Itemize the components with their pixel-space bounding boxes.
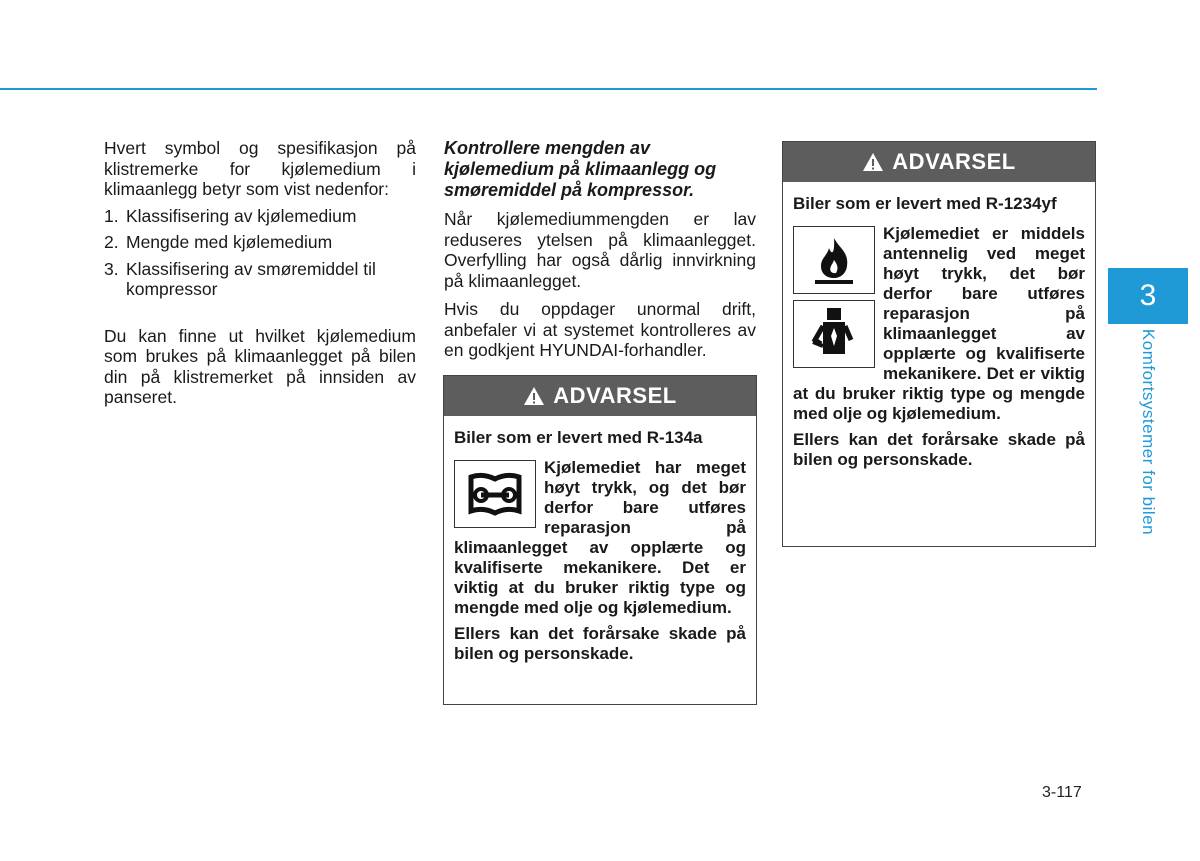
warning-text: Kjølemediet har meget høyt trykk, og det bør derfor bare utføres reparasjon på klimaanlegget av opplærte og kvalifiserte mekanikere. Det er viktig at du bruker riktig type og mengde med olje og kjølemedium. bbox=[454, 458, 746, 617]
warning-triangle-icon bbox=[523, 386, 545, 406]
middle-column bbox=[444, 138, 756, 361]
warning-text-2: Ellers kan det forårsake skade på bilen og personskade. bbox=[454, 624, 746, 663]
warning-title: ADVARSEL bbox=[892, 149, 1016, 174]
chapter-title: Komfortsystemer for bilen bbox=[1139, 328, 1158, 536]
warning-header bbox=[444, 376, 756, 416]
left-column bbox=[104, 138, 416, 408]
refrigerant-location-paragraph: Du kan finne ut hvilket kjølemedium som brukes på klimaanlegget på bilen din på klistremerket på innsiden av panseret. bbox=[104, 325, 416, 407]
page-number: 3-117 bbox=[1042, 784, 1082, 801]
warning-triangle-icon bbox=[862, 152, 884, 172]
warning-subtitle: Biler som er levert med R-1234yf bbox=[793, 194, 1057, 213]
mechanic-icon bbox=[793, 300, 875, 368]
list-item: 3. Klassifisering av smøremiddel til kompressor bbox=[104, 258, 376, 299]
manual-wrench-icon bbox=[454, 460, 536, 528]
list-item: 1. Klassifisering av kjølemedium bbox=[104, 205, 357, 226]
warning-title: ADVARSEL bbox=[553, 383, 677, 408]
top-rule bbox=[0, 88, 1097, 90]
list-item: 2. Mengde med kjølemedium bbox=[104, 232, 333, 252]
numbered-list bbox=[104, 206, 416, 300]
warning-header bbox=[783, 142, 1095, 182]
warning-text-2: Ellers kan det forårsake skade på bilen og personskade. bbox=[793, 430, 1085, 469]
low-refrigerant-paragraph: Når kjølemediummengden er lav reduseres ytelsen på klimaanlegget. Overfylling har også dårlig innvirkning på klimaanlegget. bbox=[444, 209, 756, 291]
warning-subtitle: Biler som er levert med R-134a bbox=[454, 428, 703, 447]
warning-box-r134a bbox=[443, 375, 757, 705]
warning-text: Kjølemediet er middels antennelig ved meget høyt trykk, det bør derfor bare utføres reparasjon på klimaanlegget av opplærte og kvalifiserte mekanikere. Det er viktig at du bruker riktig type og mengde med olje og kjølemedium. bbox=[793, 224, 1085, 423]
flammable-icon bbox=[793, 226, 875, 294]
intro-paragraph: Hvert symbol og spesifikasjon på klistremerke for kjølemedium i klimaanlegg betyr som vist nedenfor: bbox=[104, 138, 416, 199]
warning-box-r1234yf bbox=[782, 141, 1096, 547]
abnormal-operation-paragraph: Hvis du oppdager unormal drift, anbefaler vi at systemet kontrolleres av en godkjent HYUNDAI-forhandler. bbox=[444, 299, 756, 360]
section-heading: Kontrollere mengden av kjølemedium på klimaanlegg og smøremiddel på kompressor. bbox=[444, 138, 717, 200]
chapter-tab: 3 bbox=[1108, 268, 1188, 324]
